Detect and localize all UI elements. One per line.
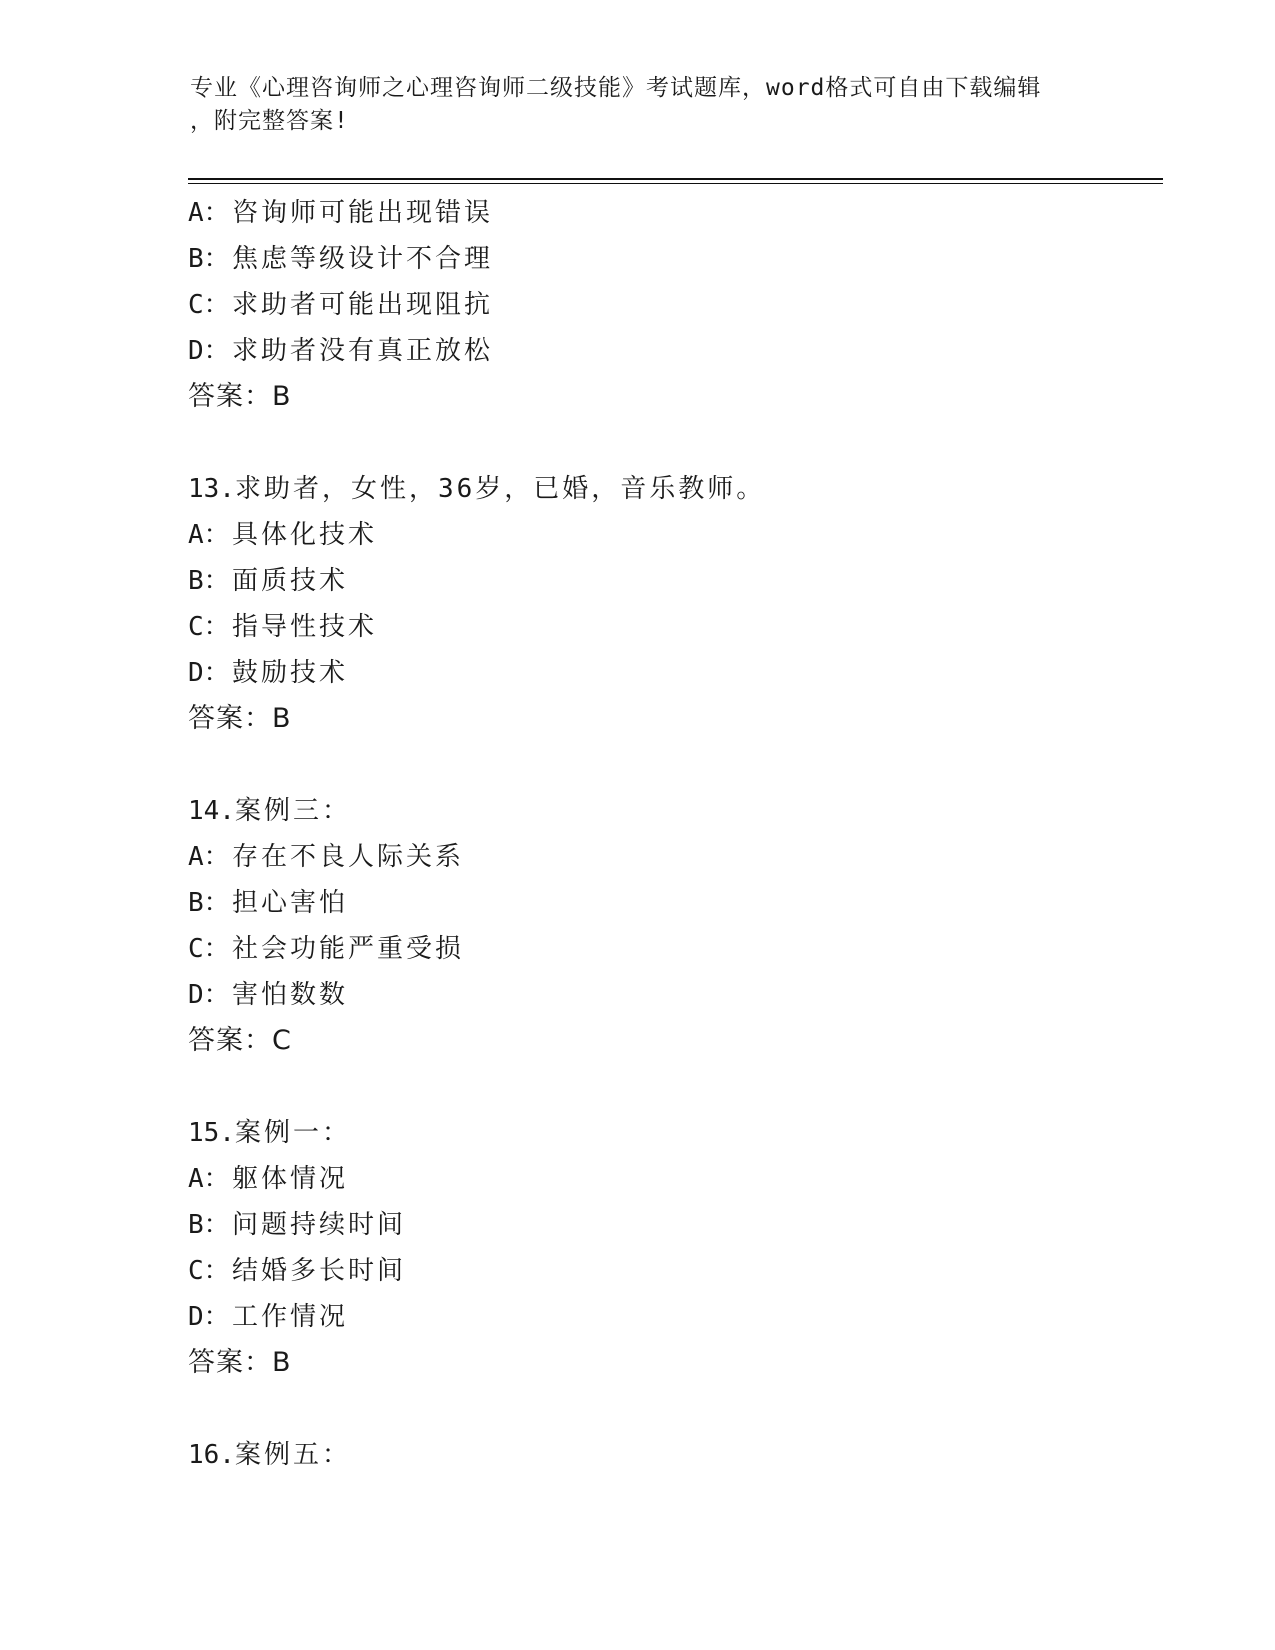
option-a [188, 190, 1148, 236]
answer-line: 答案：C [188, 1025, 292, 1056]
option-b [188, 1202, 1148, 1248]
option-text: 躯体情况 [232, 1164, 349, 1194]
option-d [188, 1294, 1148, 1340]
option-text: 咨询师可能出现错误 [232, 198, 494, 228]
header-divider-bottom [188, 183, 1163, 184]
spacer [188, 1386, 1148, 1432]
option-letter: C： [188, 290, 230, 320]
option-letter: B： [188, 1210, 230, 1240]
option-letter: A： [188, 842, 230, 872]
question-block-13 [188, 466, 1148, 742]
question-text: 案例五： [234, 1440, 351, 1470]
question-number: 14. [188, 796, 235, 826]
spacer [188, 420, 1148, 466]
option-c [188, 604, 1148, 650]
question-text: 案例三： [234, 796, 351, 826]
option-text: 害怕数数 [232, 980, 349, 1010]
option-c [188, 926, 1148, 972]
option-letter: D： [188, 980, 230, 1010]
spacer [188, 742, 1148, 788]
option-text: 问题持续时间 [232, 1210, 407, 1240]
question-block-14 [188, 788, 1148, 1064]
question-stem [188, 1110, 1148, 1156]
spacer [188, 1064, 1148, 1110]
option-letter: A： [188, 198, 230, 228]
option-letter: B： [188, 244, 230, 274]
option-text: 面质技术 [232, 566, 349, 596]
question-block-15 [188, 1110, 1148, 1386]
option-d [188, 972, 1148, 1018]
option-d [188, 328, 1148, 374]
option-letter: A： [188, 520, 230, 550]
question-number: 13. [188, 474, 235, 504]
answer-line: 答案：B [188, 703, 292, 734]
option-text: 结婚多长时间 [232, 1256, 407, 1286]
header-line-1: 专业《心理咨询师之心理咨询师二级技能》考试题库，word格式可自由下载编辑 [190, 75, 1042, 101]
question-number: 16. [188, 1440, 235, 1470]
option-b [188, 880, 1148, 926]
option-a [188, 512, 1148, 558]
option-letter: C： [188, 1256, 230, 1286]
option-text: 担心害怕 [232, 888, 349, 918]
option-letter: B： [188, 566, 230, 596]
question-number: 15. [188, 1118, 235, 1148]
option-letter: A： [188, 1164, 230, 1194]
option-letter: B： [188, 888, 230, 918]
option-text: 求助者可能出现阻抗 [232, 290, 494, 320]
option-text: 社会功能严重受损 [232, 934, 465, 964]
question-block-16 [188, 1432, 1148, 1478]
header-divider-top [188, 178, 1163, 180]
document-header [190, 72, 1090, 138]
option-letter: D： [188, 336, 230, 366]
question-list [188, 190, 1148, 1478]
option-letter: C： [188, 612, 230, 642]
option-c [188, 282, 1148, 328]
option-b [188, 558, 1148, 604]
option-letter: D： [188, 658, 230, 688]
option-text: 存在不良人际关系 [232, 842, 465, 872]
option-b [188, 236, 1148, 282]
option-text: 鼓励技术 [232, 658, 349, 688]
option-c [188, 1248, 1148, 1294]
option-a [188, 1156, 1148, 1202]
option-text: 求助者没有真正放松 [232, 336, 494, 366]
question-block-12 [188, 190, 1148, 420]
option-letter: C： [188, 934, 230, 964]
question-text: 案例一： [234, 1118, 351, 1148]
question-stem [188, 466, 1148, 512]
option-letter: D： [188, 1302, 230, 1332]
question-stem [188, 788, 1148, 834]
header-line-2: ，附完整答案! [190, 108, 349, 134]
option-text: 指导性技术 [232, 612, 378, 642]
answer-line: 答案：B [188, 1347, 292, 1378]
option-text: 具体化技术 [232, 520, 378, 550]
option-text: 焦虑等级设计不合理 [232, 244, 494, 274]
question-stem [188, 1432, 1148, 1478]
option-text: 工作情况 [232, 1302, 349, 1332]
option-a [188, 834, 1148, 880]
answer-line: 答案：B [188, 381, 292, 412]
option-d [188, 650, 1148, 696]
question-text: 求助者，女性，36岁，已婚，音乐教师。 [234, 474, 766, 504]
